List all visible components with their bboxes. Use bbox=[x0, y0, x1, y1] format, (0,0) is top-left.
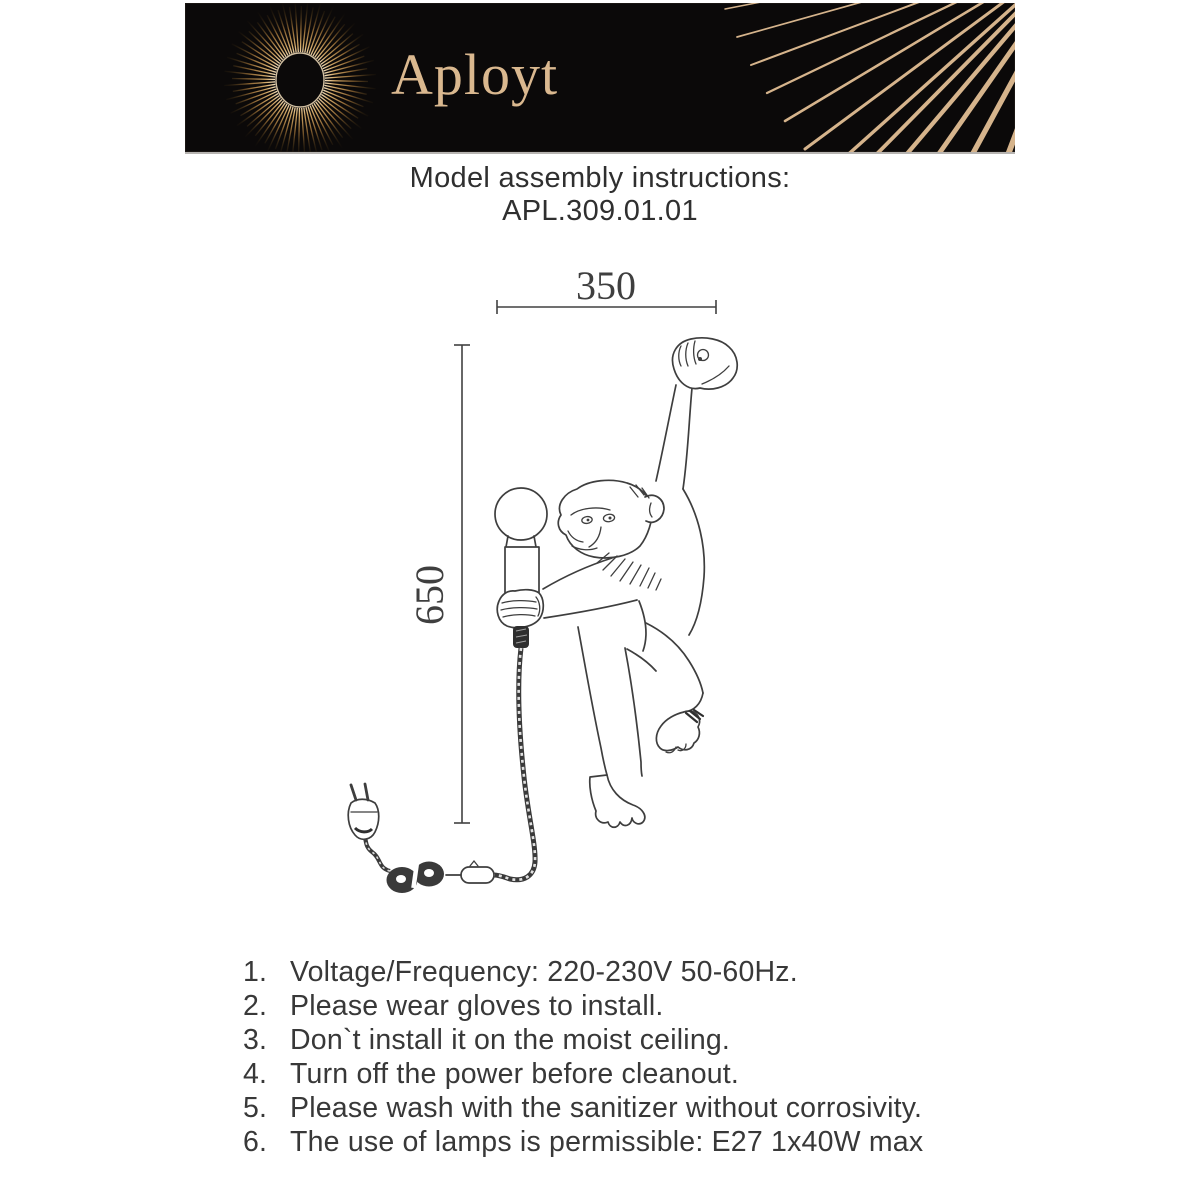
doc-title: Model assembly instructions: bbox=[409, 162, 791, 194]
cord-grip bbox=[513, 626, 529, 648]
brand-name: Aployt bbox=[391, 42, 559, 107]
list-item: 4. Turn off the power before cleanout. bbox=[243, 1058, 740, 1090]
list-item: 3. Don`t install it on the moist ceiling. bbox=[243, 1024, 731, 1056]
model-number: APL.309.01.01 bbox=[502, 195, 698, 227]
list-item: 1. Voltage/Frequency: 220-230V 50-60Hz. bbox=[243, 956, 798, 988]
ray-fan-icon bbox=[725, 3, 1015, 152]
title-block bbox=[0, 162, 1200, 228]
width-dimension-label: 350 bbox=[576, 263, 636, 308]
starburst-center bbox=[276, 53, 324, 107]
list-item: 2. Please wear gloves to install. bbox=[243, 990, 664, 1022]
monkey-figure bbox=[543, 338, 737, 827]
width-dimension bbox=[497, 263, 716, 314]
brand-banner bbox=[185, 3, 1015, 152]
instruction-list bbox=[243, 955, 923, 1159]
power-cord bbox=[494, 648, 535, 880]
lamp-assembly bbox=[348, 488, 547, 893]
list-item: 5. Please wash with the sanitizer without corrosivity. bbox=[243, 1092, 923, 1124]
height-dimension bbox=[407, 345, 470, 823]
bulb-icon bbox=[495, 488, 547, 540]
technical-drawing bbox=[330, 250, 790, 900]
banner-art bbox=[185, 3, 1015, 152]
height-dimension-label: 650 bbox=[407, 565, 452, 625]
list-item: 6. The use of lamps is permissible: E27 1x40W max bbox=[243, 1126, 924, 1158]
inline-switch bbox=[461, 867, 494, 883]
power-plug bbox=[348, 784, 379, 839]
lamp-socket bbox=[505, 547, 539, 593]
cord-knot bbox=[387, 862, 445, 894]
